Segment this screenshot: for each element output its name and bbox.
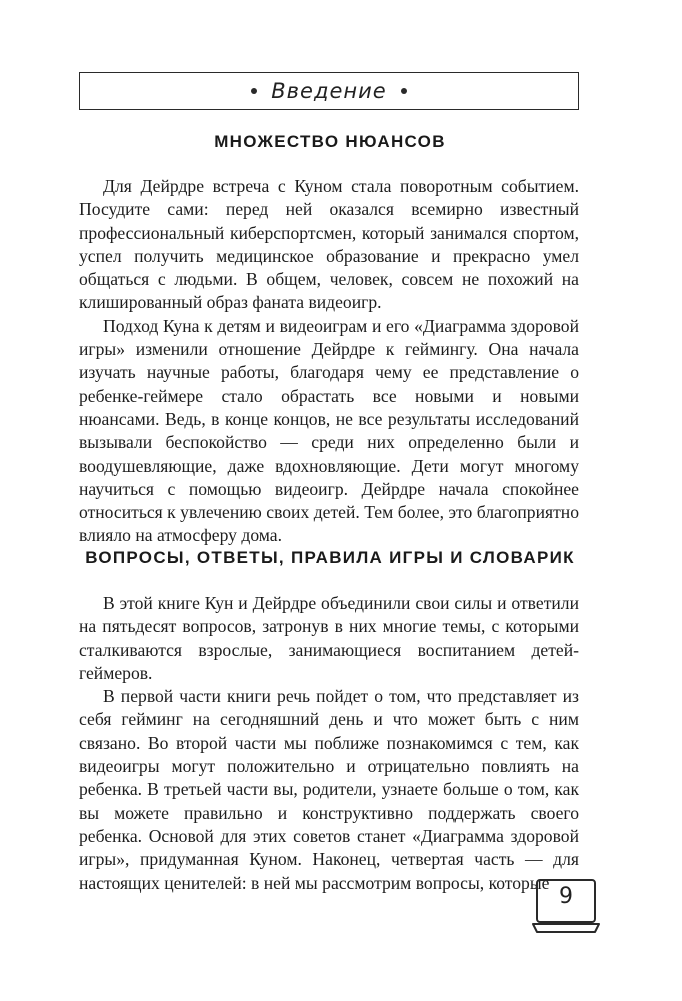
paragraph: Подход Куна к детям и видеоиграм и его «Диаграмма здоровой игры» изменили отношение Дейрдре к геймингу. Она начала изучать научные работы, благодаря чему ее представление о ребенке-геймере стало обрастать все новыми и новыми нюансами. Ведь, в конце концов, не все результаты исследований вызывали беспокойство — среди них определенно были и воодушевляющие, даже вдохновляющие. Дети могут многому научиться с помощью видеоигр. Дейрдре начала спокойнее относиться к увлечению своих детей. Тем более, это благоприятно влияло на атмосферу дома. [79,315,579,546]
section-body-2 [79,592,579,895]
page-number: 9 [559,884,573,909]
section-title-2: ВОПРОСЫ, ОТВЕТЫ, ПРАВИЛА ИГРЫ И СЛОВАРИК [85,548,575,567]
chapter-title: Введение [271,79,387,103]
chapter-header-inner [251,79,406,103]
section-title-1: МНОЖЕСТВО НЮАНСОВ [214,132,446,151]
paragraph: В первой части книги речь пойдет о том, что представляет из себя гейминг на сегодняшний день и что может быть с ним связано. Во второй части мы поближе познакомимся с тем, как видеоигры могут положительно и отрицательно повлиять на ребенка. В третьей части вы, родители, узнаете больше о том, как вы можете правильно и конструктивно поддержать своего ребенка. Основой для этих советов станет «Диаграмма здоровой игры», придуманная Куном. Наконец, четвертая часть — для настоящих ценителей: в ней мы рассмотрим вопросы, которые [79,686,579,893]
page-number-box [532,879,600,934]
paragraph: В этой книге Кун и Дейрдре объединили свои силы и ответили на пятьдесят вопросов, затронув в них многие темы, с которыми сталкиваются взрослые, занимающиеся воспитанием детей-геймеров. [79,593,579,683]
header-right-bullet-icon [401,88,407,94]
chapter-header [79,72,579,110]
header-left-bullet-icon [251,88,257,94]
paragraph: Для Дейрдре встреча с Куном стала поворотным событием. Посудите сами: перед ней оказался всемирно известный профессиональный киберспортсмен, который занимался спортом, успел получить медицинское образование и прекрасно умел общаться с людьми. В общем, человек, совсем не похожий на клишированный образ фаната видеоигр. [79,176,579,313]
section-body-1 [79,175,579,548]
